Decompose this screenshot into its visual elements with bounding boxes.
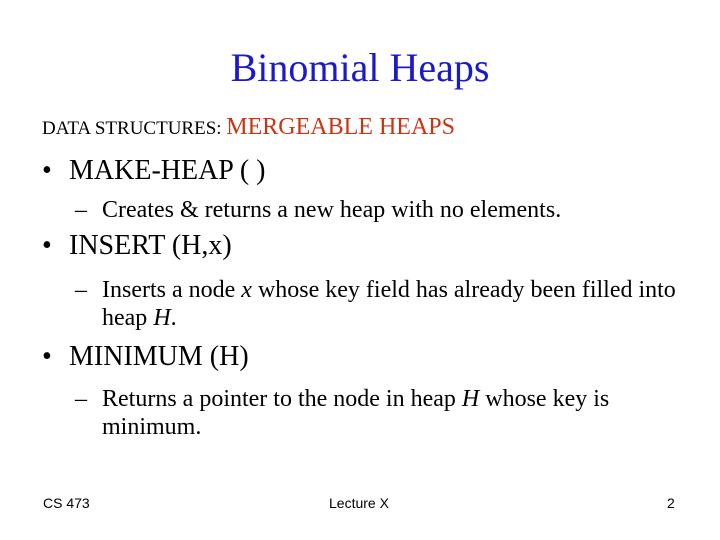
subheading-label: DATA STRUCTURES: [42,118,227,139]
text-run: Inserts a node [102,277,242,303]
bullet-minimum [42,340,249,374]
text-run: . [170,305,177,331]
subheading [42,114,455,141]
text-run: whose key field has already been filled into heap [102,277,676,331]
italic-var: H [153,305,171,331]
subheading-value: MERGEABLE HEAPS [226,114,455,140]
bullet-icon: • [42,341,52,372]
italic-var: H [461,386,480,412]
sub-item-make-heap [75,196,695,224]
footer-page-number: 2 [667,495,675,511]
dash-icon: – [75,277,87,303]
dash-icon: – [75,197,87,223]
text-run: Returns a pointer to the node in heap [102,386,462,412]
text-run: whose key is minimum. [102,386,610,440]
bullet-heading: INSERT (H,x) [69,230,232,261]
sub-item-text [75,385,695,441]
footer-lecture: Lecture X [329,495,389,511]
sub-item-minimum [75,385,695,441]
sub-item-insert [75,276,695,332]
italic-var: x [241,277,252,303]
bullet-icon: • [42,230,52,261]
bullet-heading: MINIMUM (H) [69,341,249,372]
bullet-make-heap [42,154,266,188]
dash-icon: – [75,386,87,412]
bullet-insert [42,229,232,263]
bullet-icon: • [42,155,52,186]
sub-item-text [75,276,695,332]
slide-title: Binomial Heaps [230,45,490,90]
footer-course: CS 473 [43,495,90,511]
bullet-heading: MAKE-HEAP ( ) [69,155,266,186]
sub-item-text: Creates & returns a new heap with no elements. [102,197,562,223]
